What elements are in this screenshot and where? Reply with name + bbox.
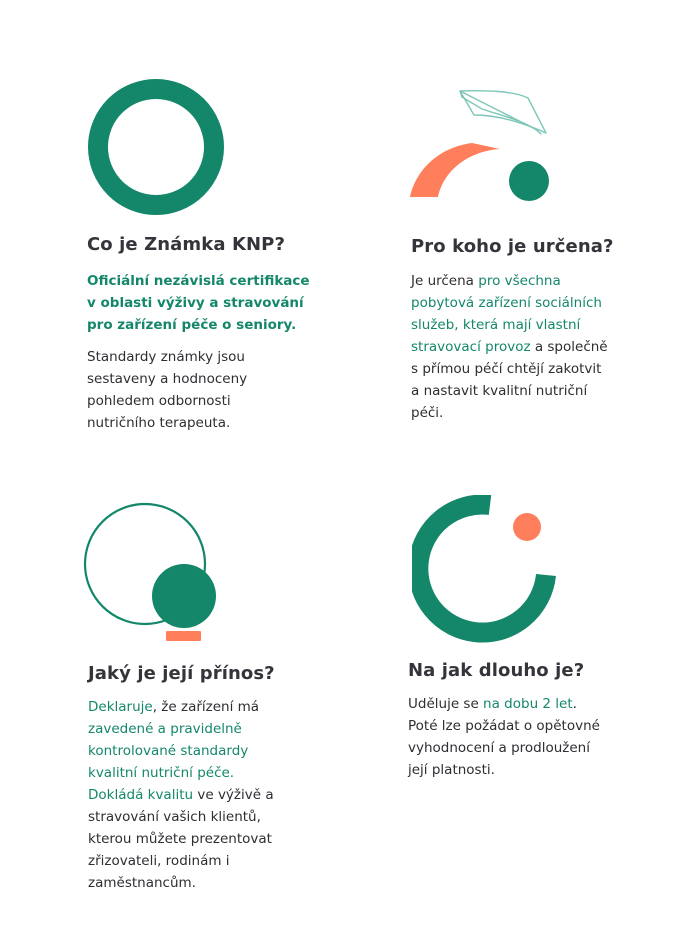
section-body: Standardy známky jsou sestaveny a hodnoceny pohledem odbornosti nutričního terapeuta.	[87, 349, 248, 431]
section-title: Co je Známka KNP?	[87, 234, 285, 255]
section-body: Deklaruje, že zařízení má zavedené a pravidelně kontrolované standardy kvalitní nutriční péče. Dokládá kvalitu ve výživě a stravování vašich klientů, kterou můžete prezentovat zřizovateli, rodinám i zaměstnancům.	[88, 699, 274, 891]
circle-with-dot-icon	[82, 498, 222, 644]
section-title: Na jak dlouho je?	[408, 660, 585, 681]
section-lead: Oficiální nezávislá certifikace v oblasti výživy a stravování pro zařízení péče o seniory.	[87, 273, 310, 333]
arcs-and-dot-icon	[400, 85, 560, 205]
section-body: Uděluje se na dobu 2 let. Poté lze požádat o opětovné vyhodnocení a prodloužení její platnosti.	[408, 696, 600, 778]
section-title: Pro koho je určena?	[411, 236, 614, 257]
ring-icon	[86, 77, 226, 217]
section-body: Je určena pro všechna pobytová zařízení sociálních služeb, která mají vlastní stravovací provoz a společně s přímou péčí chtějí zakotvit a nastavit kvalitní nutriční péči.	[411, 273, 608, 421]
open-ring-icon	[412, 495, 562, 645]
section-title: Jaký je její přínos?	[88, 663, 275, 684]
